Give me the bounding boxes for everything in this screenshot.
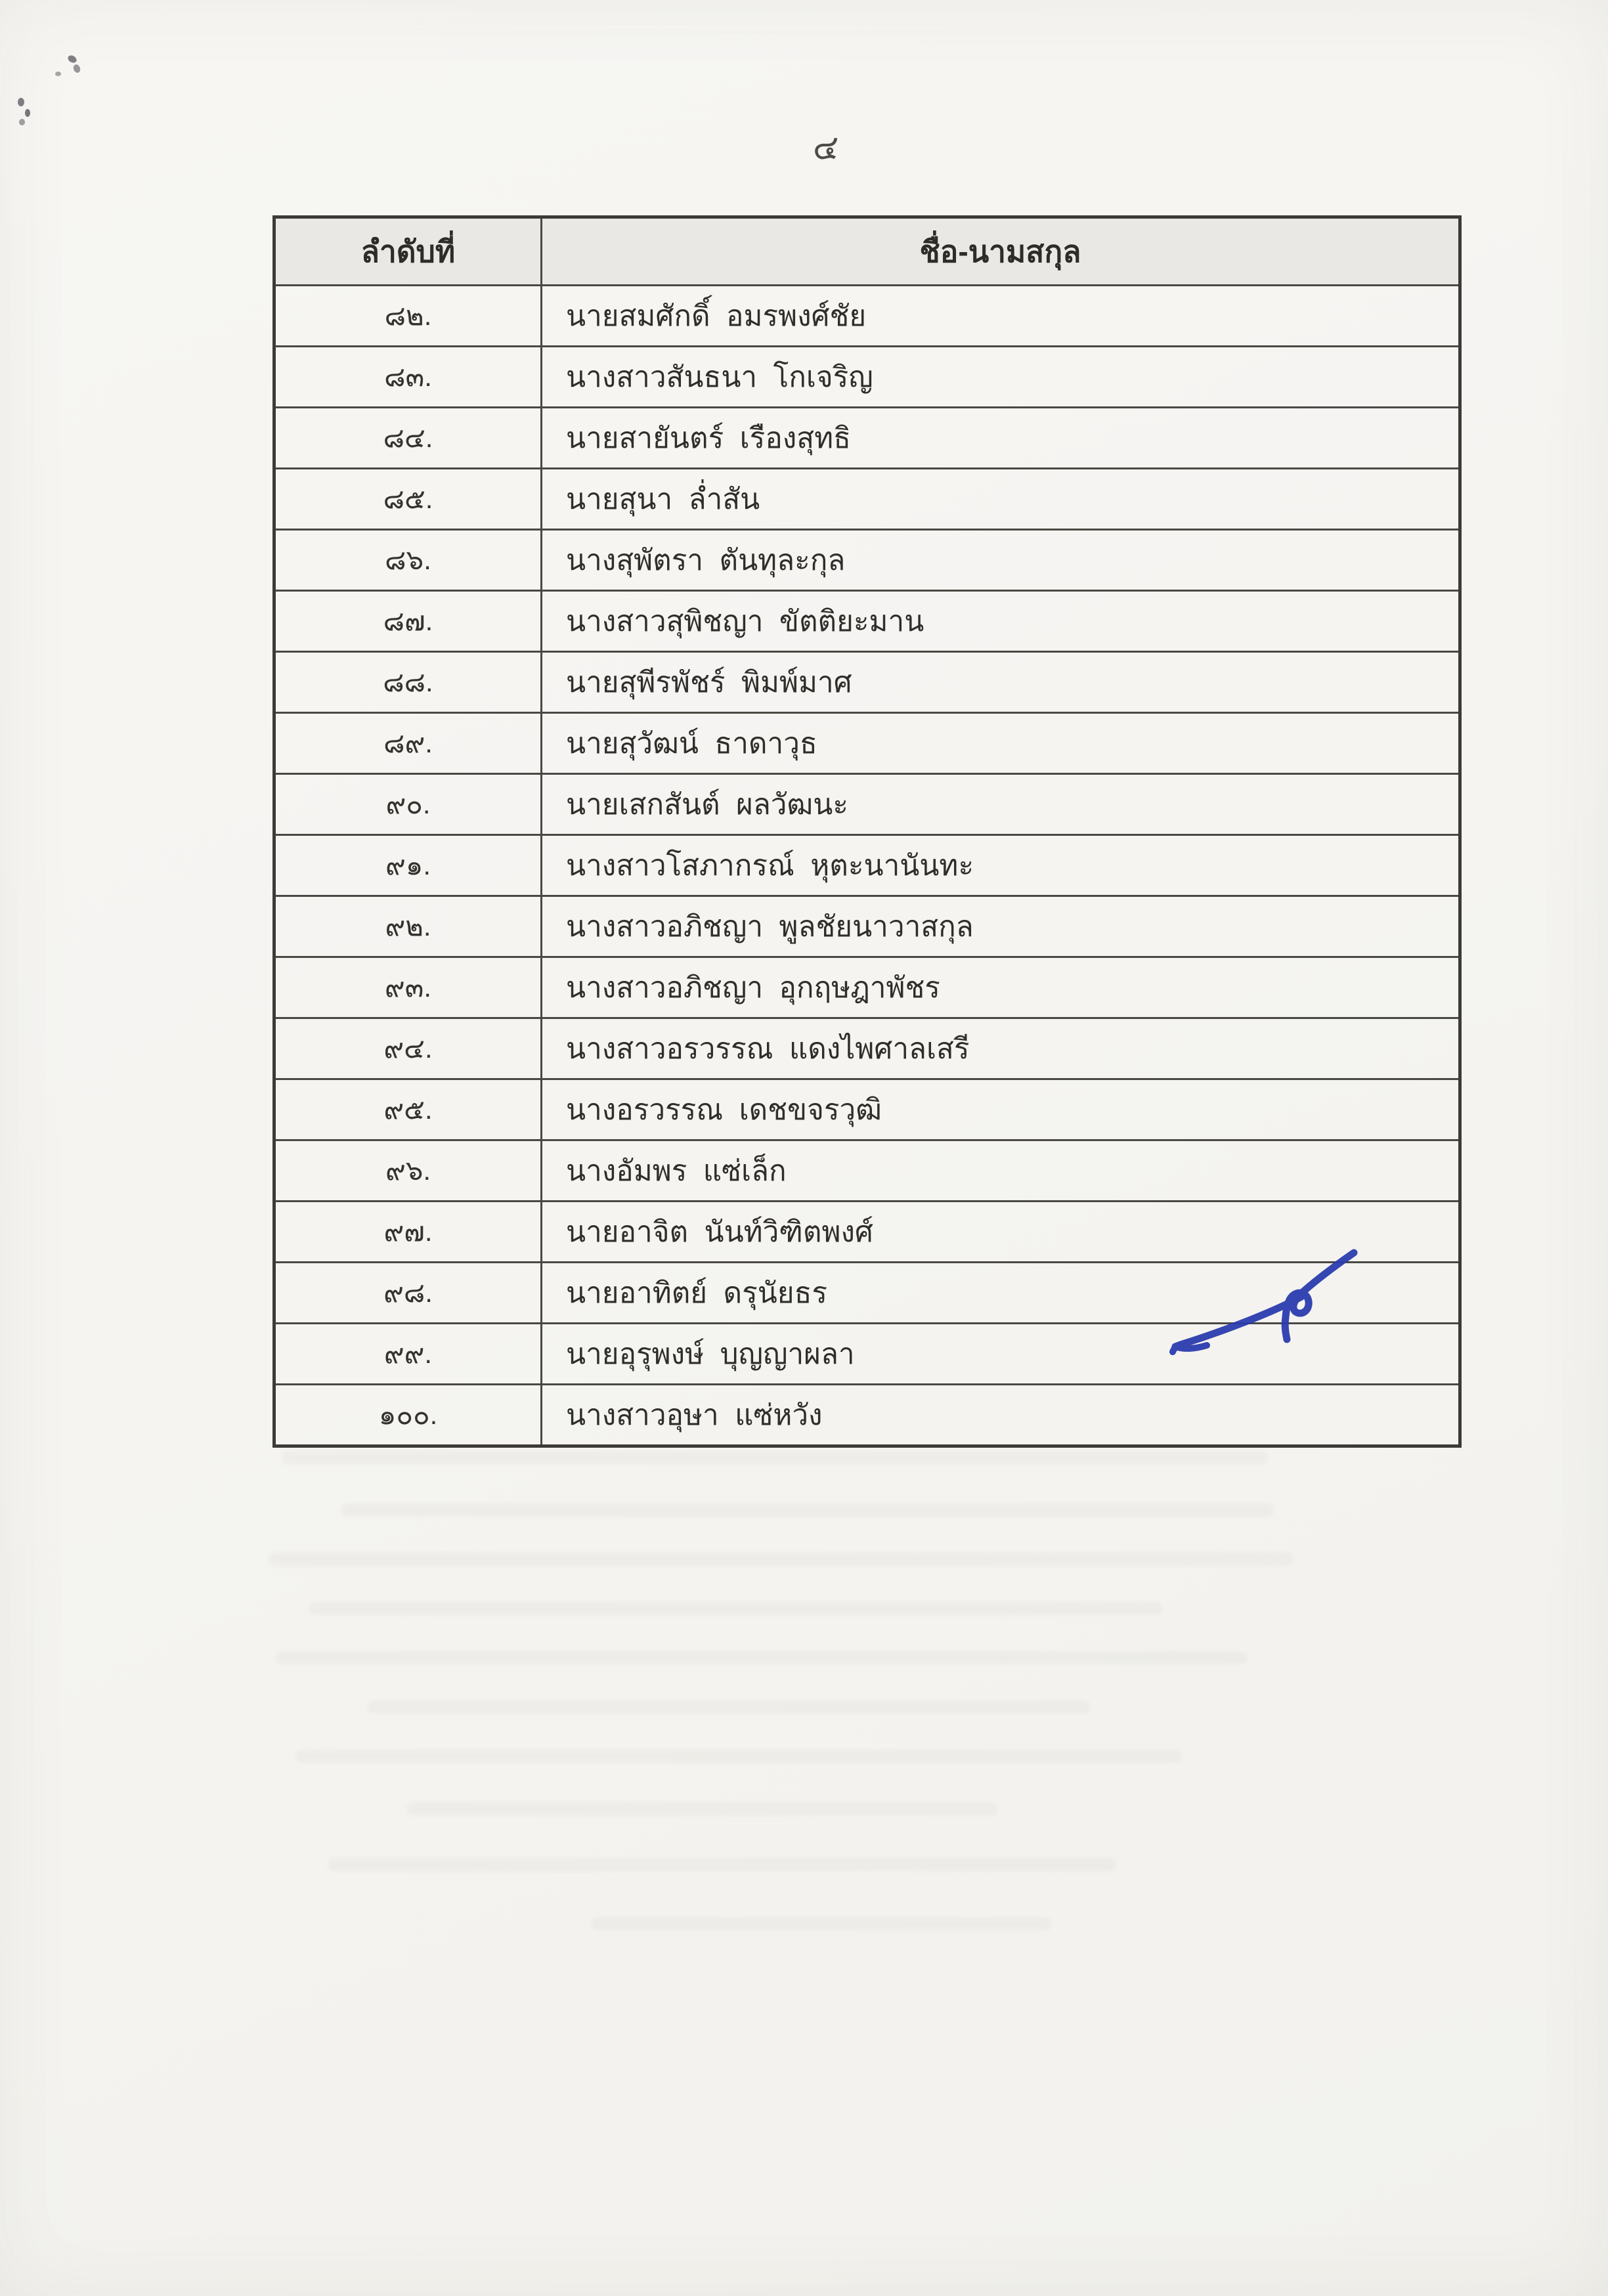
table-row — [274, 1140, 1460, 1202]
ink-speck — [55, 72, 61, 76]
table-header-row — [274, 217, 1460, 286]
table-row — [274, 286, 1460, 347]
table-row — [274, 774, 1460, 835]
row-number: ๙๒. — [274, 896, 542, 957]
row-number: ๙๐. — [274, 774, 542, 835]
bleed-through-mark — [309, 1602, 1162, 1615]
table-row — [274, 347, 1460, 408]
row-number: ๘๖. — [274, 530, 542, 591]
row-name: นายอาทิตย์ ดรุนัยธร — [542, 1263, 1460, 1324]
row-name: นางสาวอุษา แซ่หวัง — [542, 1385, 1460, 1446]
row-name: นางสุพัตรา ตันทุละกุล — [542, 530, 1460, 591]
row-name: นางอัมพร แซ่เล็ก — [542, 1140, 1460, 1202]
bleed-through-mark — [269, 1553, 1293, 1566]
row-name: นายอาจิต นันท์วิฑิตพงศ์ — [542, 1202, 1460, 1263]
row-name: นายเสกสันต์ ผลวัฒนะ — [542, 774, 1460, 835]
bleed-through-mark — [407, 1802, 998, 1815]
bleed-through-mark — [341, 1504, 1274, 1517]
row-name: นางสาวสุพิชญา ขัตติยะมาน — [542, 591, 1460, 652]
row-number: ๘๔. — [274, 408, 542, 469]
row-name: นางสาวอภิชญา พูลชัยนาวาสกุล — [542, 896, 1460, 957]
row-number: ๘๒. — [274, 286, 542, 347]
row-name: นายสุวัฒน์ ธาดาวุธ — [542, 713, 1460, 774]
row-number: ๘๘. — [274, 652, 542, 713]
column-header-number: ลำดับที่ — [274, 217, 542, 286]
row-number: ๙๘. — [274, 1263, 542, 1324]
table-row — [274, 530, 1460, 591]
column-header-name: ชื่อ-นามสกุล — [542, 217, 1460, 286]
table-row — [274, 469, 1460, 530]
table-row — [274, 1385, 1460, 1446]
row-number: ๘๙. — [274, 713, 542, 774]
row-number: ๙๖. — [274, 1140, 542, 1202]
row-name: นายสุพีรพัชร์ พิมพ์มาศ — [542, 652, 1460, 713]
table-row — [274, 957, 1460, 1018]
ink-speck — [19, 119, 25, 125]
row-number: ๙๗. — [274, 1202, 542, 1263]
ink-speck — [18, 98, 24, 106]
row-name: นายสุนา ล่ำสัน — [542, 469, 1460, 530]
row-number: ๙๔. — [274, 1018, 542, 1079]
row-number: ๙๙. — [274, 1324, 542, 1385]
ink-speck — [66, 54, 77, 64]
table-row — [274, 835, 1460, 896]
table-row — [274, 1018, 1460, 1079]
row-name: นายอุรุพงษ์ บุญญาผลา — [542, 1324, 1460, 1385]
ink-speck — [25, 109, 30, 117]
table-row — [274, 713, 1460, 774]
table-row — [274, 652, 1460, 713]
signature-arrowhead — [1173, 1345, 1207, 1352]
bleed-through-mark — [328, 1858, 1116, 1871]
page-number: ๔ — [813, 129, 840, 167]
bleed-through-mark — [282, 1451, 1267, 1464]
row-name: นางสาวอรวรรณ แดงไพศาลเสรี — [542, 1018, 1460, 1079]
row-name: นางสาวสันธนา โกเจริญ — [542, 347, 1460, 408]
row-number: ๘๓. — [274, 347, 542, 408]
row-name: นายสายันตร์ เรืองสุทธิ — [542, 408, 1460, 469]
table-row — [274, 591, 1460, 652]
table-row — [274, 896, 1460, 957]
ink-speck — [72, 64, 81, 74]
row-number: ๑๐๐. — [274, 1385, 542, 1446]
row-name: นางสาวโสภากรณ์ หุตะนานันทะ — [542, 835, 1460, 896]
row-number: ๙๑. — [274, 835, 542, 896]
signature-ink-mark — [1142, 1220, 1405, 1391]
table-row — [274, 1079, 1460, 1140]
bleed-through-mark — [295, 1750, 1182, 1763]
bleed-through-mark — [276, 1651, 1248, 1664]
row-number: ๘๗. — [274, 591, 542, 652]
table-row — [274, 408, 1460, 469]
row-name: นางอรวรรณ เดชขจรวุฒิ — [542, 1079, 1460, 1140]
row-number: ๘๕. — [274, 469, 542, 530]
row-number: ๙๓. — [274, 957, 542, 1018]
row-number: ๙๕. — [274, 1079, 542, 1140]
bleed-through-mark — [368, 1700, 1090, 1714]
row-name: นายสมศักดิ์ อมรพงศ์ชัย — [542, 286, 1460, 347]
bleed-through-mark — [591, 1917, 1051, 1930]
row-name: นางสาวอภิชญา อุกฤษฎาพัชร — [542, 957, 1460, 1018]
